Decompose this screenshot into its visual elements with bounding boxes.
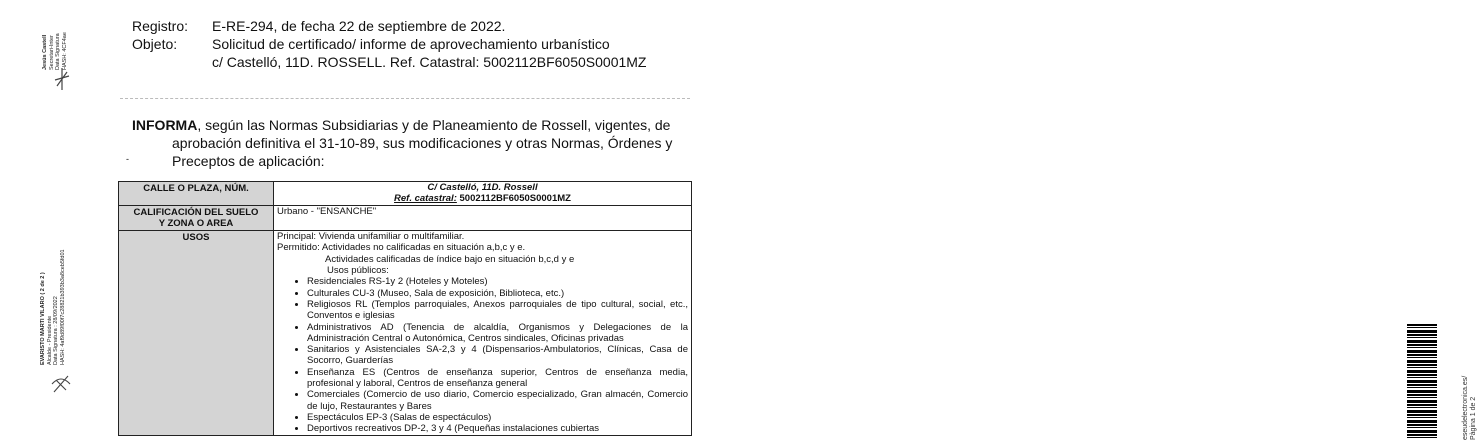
informa-paragraph — [132, 116, 694, 170]
objeto-label: Objeto: — [132, 36, 178, 52]
usos-permitido: Permitido: Actividades no calificadas en situación a,b,c y e. — [277, 242, 526, 254]
objeto-value-line1: Solicitud de certificado/ informe de aprovechamiento urbanístico — [212, 36, 610, 52]
informa-line3: Preceptos de aplicación: — [172, 153, 325, 169]
list-item: • Deportivos recreativos DP-2, 3 y 4 (Pequeñas instalaciones cubiertas — [307, 423, 688, 434]
signature-stamp-top — [42, 32, 68, 70]
usos-key: USOS — [119, 231, 274, 435]
signature-hash: HASH: 4CF4ae — [61, 32, 68, 70]
calificacion-key-line2: Y ZONA O AREA — [158, 217, 234, 229]
signer-role: Secretari-Inter — [48, 35, 55, 70]
table-row — [119, 205, 692, 231]
divider — [120, 98, 690, 99]
usos-principal: Principal: Vivienda unifamiliar o multifamiliar. — [277, 231, 465, 243]
list-item: • Espectáculos EP-3 (Salas de espectáculos) — [307, 412, 688, 423]
mayor-signature-hash: HASH: 4af9d89f00f7c28821b393b3a8ceb5fd01 — [59, 249, 66, 365]
calificacion-key — [119, 205, 274, 231]
table-row — [119, 231, 692, 435]
bullet-mark: - — [126, 154, 129, 164]
list-item: • Culturales CU-3 (Museo, Sala de exposición, Biblioteca, etc.) — [307, 288, 688, 299]
informa-line2: aprobación definitiva el 31-10-89, sus modificaciones y otras Normas, Órdenes y — [172, 135, 673, 151]
mayor-role: Alcalde - Presidente — [46, 315, 53, 365]
calle-prefix: C/ Castelló, 11D. — [427, 182, 502, 193]
list-item: • Comerciales (Comercio de uso diario, Comercio especializado, Gran almacén, Comercio de lujo, Restaurantes y Bares — [307, 389, 688, 412]
signer-name: Jesús Castell — [42, 34, 48, 70]
registro-value: E-RE-294, de fecha 22 de septiembre de 2022. — [212, 18, 506, 34]
usos-publicos: Usos públicos: — [327, 265, 389, 277]
usos-calificadas: Actividades calificadas de índice bajo en situación b,c,d y e — [325, 253, 575, 265]
registro-label: Registro: — [132, 18, 189, 34]
ref-label: Ref. catastral: — [394, 193, 457, 205]
mayor-name: EVARISTO MARTI VILARO ( 2 de 2 ) — [40, 272, 46, 365]
calle-value — [274, 182, 692, 206]
right-margin — [700, 0, 1477, 440]
signature-mark-bottom — [50, 372, 72, 399]
signature-date: Data Signatura — [55, 33, 61, 70]
informa-keyword: INFORMA — [132, 117, 198, 133]
list-item: • Sanitarios y Asistenciales SA-2,3 y 4 (Dispensarios-Ambulatorios, Clínicas, Casa de Socorro, Guarderías — [307, 344, 688, 367]
list-item: • Residenciales RS-1y 2 (Hoteles y Moteles) — [307, 276, 688, 287]
calificacion-key-line1: CALIFICACIÓN DEL SUELO — [133, 206, 259, 218]
calle-key: CALLE O PLAZA, NÚM. — [119, 182, 274, 206]
calificacion-value: Urbano - "ENSANCHE" — [274, 205, 692, 231]
barcode-image — [1407, 324, 1437, 440]
informa-line1: , según las Normas Subsidiarias y de Planeamiento de Rossell, vigentes, de — [197, 117, 671, 133]
list-item: • Religiosos RL (Templos parroquiales, Anexos parroquiales de tipo cultural, social, etc., Conventos e iglesias — [307, 299, 688, 322]
list-item: • Administrativos AD (Tenencia de alcaldía, Organismos y Delegaciones de la Administración Central o Autonómica, Centros sindicales, Oficinas privadas — [307, 322, 688, 345]
signature-stamp-bottom — [40, 249, 66, 365]
left-signature-margin — [0, 0, 78, 440]
signature-mark-top — [52, 66, 72, 95]
mayor-signature-date: Data Signatura : 28/09/2022 — [53, 296, 59, 365]
ref-value: 5002112BF6050S0001MZ — [459, 193, 571, 205]
urban-info-table — [118, 181, 692, 436]
objeto-value-line2: c/ Castelló, 11D. ROSSELL. Ref. Catastral: 5002112BF6050S0001MZ — [212, 54, 647, 70]
table-row — [119, 182, 692, 206]
calle-town: Rossell — [503, 182, 538, 193]
list-item: • Enseñanza ES (Centros de enseñanza superior, Centros de enseñanza media, profesional y laboral, Centros de enseñanza general — [307, 367, 688, 390]
usos-value — [274, 231, 692, 435]
page-number: Pàgina 1 de 2 — [1470, 396, 1477, 440]
usos-list — [277, 276, 688, 434]
electronic-seat-text — [1462, 376, 1478, 440]
sede-url: eseudelectronica.es/ — [1462, 375, 1469, 440]
